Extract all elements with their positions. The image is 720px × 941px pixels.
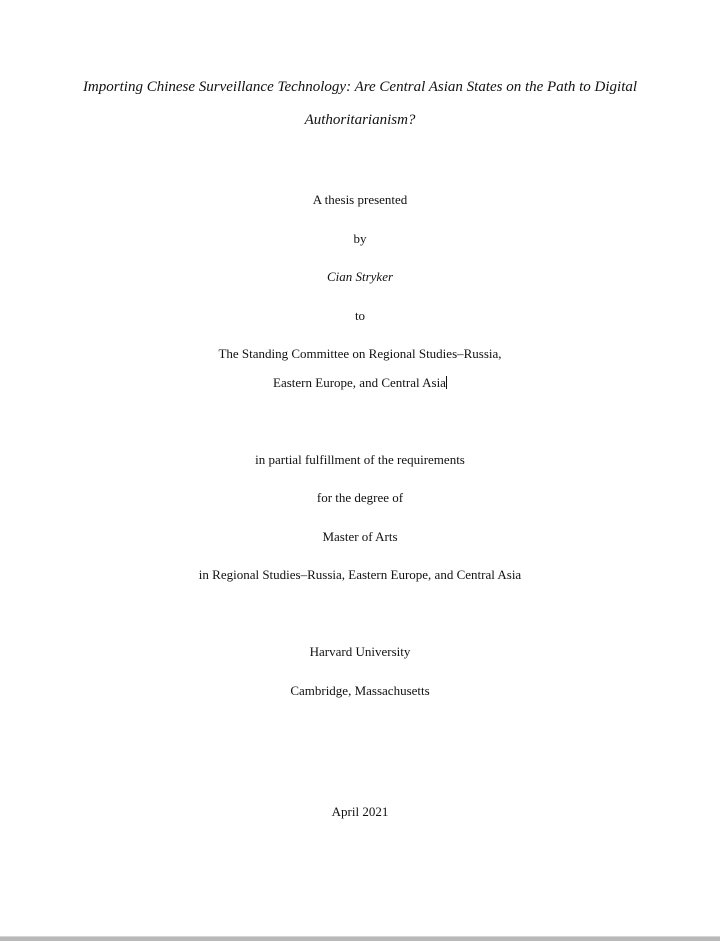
presented-text: A thesis presented (312, 192, 408, 207)
submission-date: April 2021 (331, 804, 389, 819)
university-name: Harvard University (309, 644, 411, 659)
university-location: Cambridge, Massachusetts (290, 683, 430, 698)
by-text: by (353, 231, 367, 246)
thesis-title-line-2: Authoritarianism? (304, 112, 416, 128)
degree-field: in Regional Studies–Russia, Eastern Europe, and Central Asia (198, 567, 522, 582)
author-name: Cian Stryker (326, 269, 394, 284)
committee-line-2-wrapper (0, 375, 720, 391)
to-text: to (354, 308, 366, 323)
fulfillment-text: in partial fulfillment of the requirements (255, 452, 465, 467)
committee-line-1: The Standing Committee on Regional Studies–Russia, (218, 346, 502, 361)
degree-for-text: for the degree of (316, 490, 404, 505)
page-bottom-edge (0, 936, 720, 941)
degree-name: Master of Arts (322, 529, 398, 544)
committee-line-2: Eastern Europe, and Central Asia (273, 375, 446, 390)
text-cursor (446, 376, 447, 389)
thesis-title-line-1: Importing Chinese Surveillance Technology: Are Central Asian States on the Path to Digital (82, 79, 638, 95)
